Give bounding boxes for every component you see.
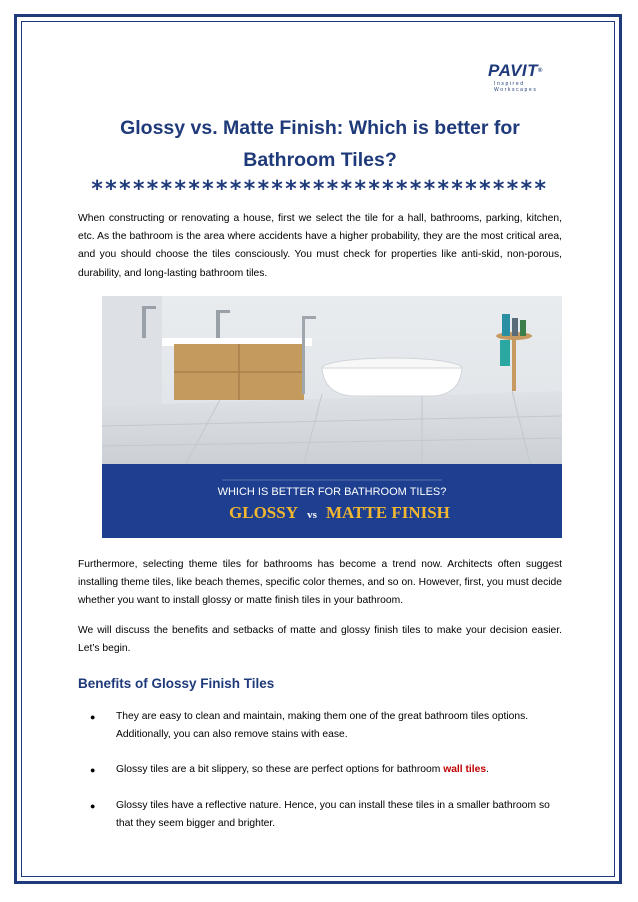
pavit-logo: [488, 62, 568, 92]
banner-matte-finish: MATTE FINISH: [326, 503, 450, 522]
bullet-dot-icon: ●: [90, 800, 96, 811]
discussion-paragraph: We will discuss the benefits and setbacks of matte and glossy finish tiles to make your decision easier. Let’s begin.: [78, 625, 562, 655]
banner-subtitle: WHICH IS BETTER FOR BATHROOM TILES?: [217, 486, 447, 498]
theme-tiles-paragraph: Furthermore, selecting theme tiles for bathrooms has become a trend now. Architects often suggest installing theme tiles, like beach themes, specific color themes, and so on. However, first, you must decide whether you want to install glossy or matte finish tiles in your bathroom.: [78, 559, 562, 607]
list-item-text-end: .: [486, 764, 489, 776]
bathroom-illustration: [102, 296, 562, 538]
list-item-text: Glossy tiles are a bit slippery, so these are perfect options for bathroom: [116, 764, 444, 776]
hero-image: [102, 296, 562, 538]
page-title: Glossy vs. Matte Finish: Which is better for Bathroom Tiles?: [120, 117, 520, 171]
bullet-dot-icon: ●: [90, 712, 96, 722]
wall-tiles-link[interactable]: wall tiles: [443, 764, 487, 776]
logo-tagline: Inspired Workscapes: [494, 81, 538, 93]
bullet-dot-icon: ●: [90, 765, 96, 776]
list-item: [78, 708, 562, 744]
title-divider: *********************************: [90, 177, 548, 202]
intro-paragraph: When constructing or renovating a house, first we select the tile for a hall, bathrooms, parking, kitchen, etc. As the bathroom is the area where accidents have a higher probability, they are the most critical area, and you should choose the tiles consciously. You must check for properties like anti-skid, non-porous, durability, and long-lasting bathroom tiles.: [78, 213, 562, 279]
logo-wordmark: [488, 62, 568, 80]
list-item: [78, 761, 562, 779]
list-item: [78, 797, 562, 833]
list-item-text: Glossy tiles have a reflective nature. Hence, you can install these tiles in a smaller bathroom so that they seem bigger and brighter.: [116, 799, 550, 829]
logo-brand: PAVIT: [488, 61, 539, 80]
logo-registered-mark: ®: [538, 68, 543, 74]
list-item-text: They are easy to clean and maintain, making them one of the great bathroom tiles options. Additionally, you can also remove stains with ease.: [116, 711, 529, 741]
banner-glossy: GLOSSY: [229, 503, 298, 522]
section-heading: Benefits of Glossy Finish Tiles: [78, 676, 275, 691]
benefits-list: [78, 708, 562, 850]
banner-vs: vs: [307, 509, 317, 521]
